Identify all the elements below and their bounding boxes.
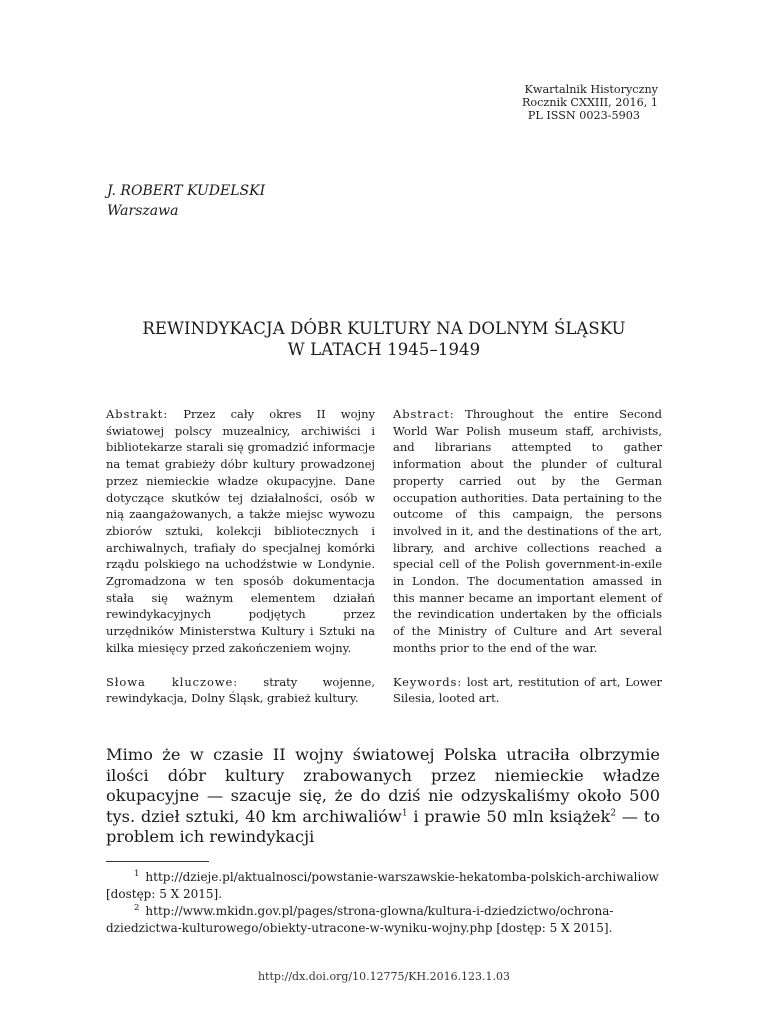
footnote-2-number: 2 bbox=[134, 903, 140, 913]
body-paragraph bbox=[106, 745, 660, 848]
journal-name: Kwartalnik Historyczny bbox=[524, 83, 658, 96]
keywords-pl-label: Słowa kluczowe: bbox=[106, 674, 239, 689]
footnote-2 bbox=[106, 903, 660, 937]
abstract-polish bbox=[106, 406, 375, 707]
article-title bbox=[100, 318, 668, 360]
journal-issn: PL ISSN 0023-5903 bbox=[527, 109, 640, 122]
author-block bbox=[107, 181, 265, 221]
abstract-pl-paragraph bbox=[106, 406, 375, 657]
keywords-pl bbox=[106, 674, 375, 707]
title-line-1: REWINDYKACJA DÓBR KULTURY NA DOLNYM ŚLĄSKU bbox=[142, 319, 626, 338]
footnote-divider bbox=[106, 861, 209, 862]
body-text-part-3: — to problem ich rewindykacji bbox=[106, 806, 660, 846]
abstract-pl-text: Przez cały okres II wojny światowej polscy muzealnicy, archiwiści i bibliotekarze starali się gromadzić informacje na temat grabieży dóbr kultury prowadzonej przez niemieckie władze okupacyjne. Dane dotyczące skutków tej działalności, osób w nią zaangażowanych, a także miejsc wywozu zbiorów sztuki, kolekcji bibliotecznych i archiwalnych, trafiały do specjalnej komórki rządu polskiego na uchodźstwie w Londynie. Zgromadzona w ten sposób dokumentacja stała się ważnym elementem działań rewindykacyjnych podjętych przez urzędników Ministerstwa Kultury i Sztuki na kilka miesięcy przed zakończeniem wojny. bbox=[106, 407, 375, 655]
keywords-pl-text: straty wojenne, rewindykacja, Dolny Śląsk, grabież kultury. bbox=[106, 674, 375, 706]
footnote-1-number: 1 bbox=[134, 869, 140, 879]
keywords-en-label: Keywords: bbox=[393, 674, 463, 689]
abstract-en-paragraph bbox=[393, 406, 662, 657]
footnote-ref-1[interactable]: 1 bbox=[401, 808, 408, 819]
journal-info bbox=[438, 83, 658, 122]
footnote-1-link[interactable]: http://dzieje.pl/aktualnosci/powstanie-warszawskie-hekatomba-polskich-archiwaliow [dostęp: 5 X 2015]. bbox=[106, 870, 659, 901]
body-text-part-1: Mimo że w czasie II wojny światowej Polska utraciła olbrzymie ilości dóbr kultury zrabowanych przez niemieckie władze okupacyjne — szacuje się, że do dziś nie odzyskaliśmy około 500 tys. dzieł sztuki, 40 km archiwaliów bbox=[106, 745, 660, 826]
author-city: Warszawa bbox=[107, 203, 179, 219]
author-name: J. ROBERT KUDELSKI bbox=[107, 183, 266, 199]
footnote-1 bbox=[106, 869, 660, 903]
doi-link[interactable]: http://dx.doi.org/10.12775/KH.2016.123.1.03 bbox=[257, 970, 511, 983]
abstract-english bbox=[393, 406, 662, 707]
title-line-2: W LATACH 1945–1949 bbox=[287, 340, 481, 359]
footnote-ref-2[interactable]: 2 bbox=[610, 808, 617, 819]
abstract-en-label: Abstract: bbox=[393, 407, 455, 421]
body-text-part-2: i prawie 50 mln książek bbox=[407, 806, 611, 826]
footnote-2-link[interactable]: http://www.mkidn.gov.pl/pages/strona-glowna/kultura-i-dziedzictwo/ochrona-dziedzictwa-kulturowego/obiekty-utracone-w-wyniku-wojny.php [dostęp: 5 X 2015]. bbox=[106, 904, 614, 935]
footnotes bbox=[106, 869, 660, 937]
keywords-en-text: lost art, restitution of art, Lower Silesia, looted art. bbox=[393, 674, 662, 706]
keywords-en bbox=[393, 674, 662, 707]
journal-volume: Rocznik CXXIII, 2016, 1 bbox=[522, 96, 658, 109]
abstract-en-text: Throughout the entire Second World War Polish museum staff, archivists, and librarians attempted to gather information about the plunder of cultural property carried out by the German occupation authorities. Data pertaining to the outcome of this campaign, the persons involved in it, and the destinations of the art, library, and archive collections reached a special cell of the Polish government-in-exile in London. The documentation amassed in this manner became an important element of the revindication undertaken by the officials of the Ministry of Culture and Art several months prior to the end of the war. bbox=[393, 407, 662, 655]
abstract-pl-label: Abstrakt: bbox=[106, 407, 169, 421]
